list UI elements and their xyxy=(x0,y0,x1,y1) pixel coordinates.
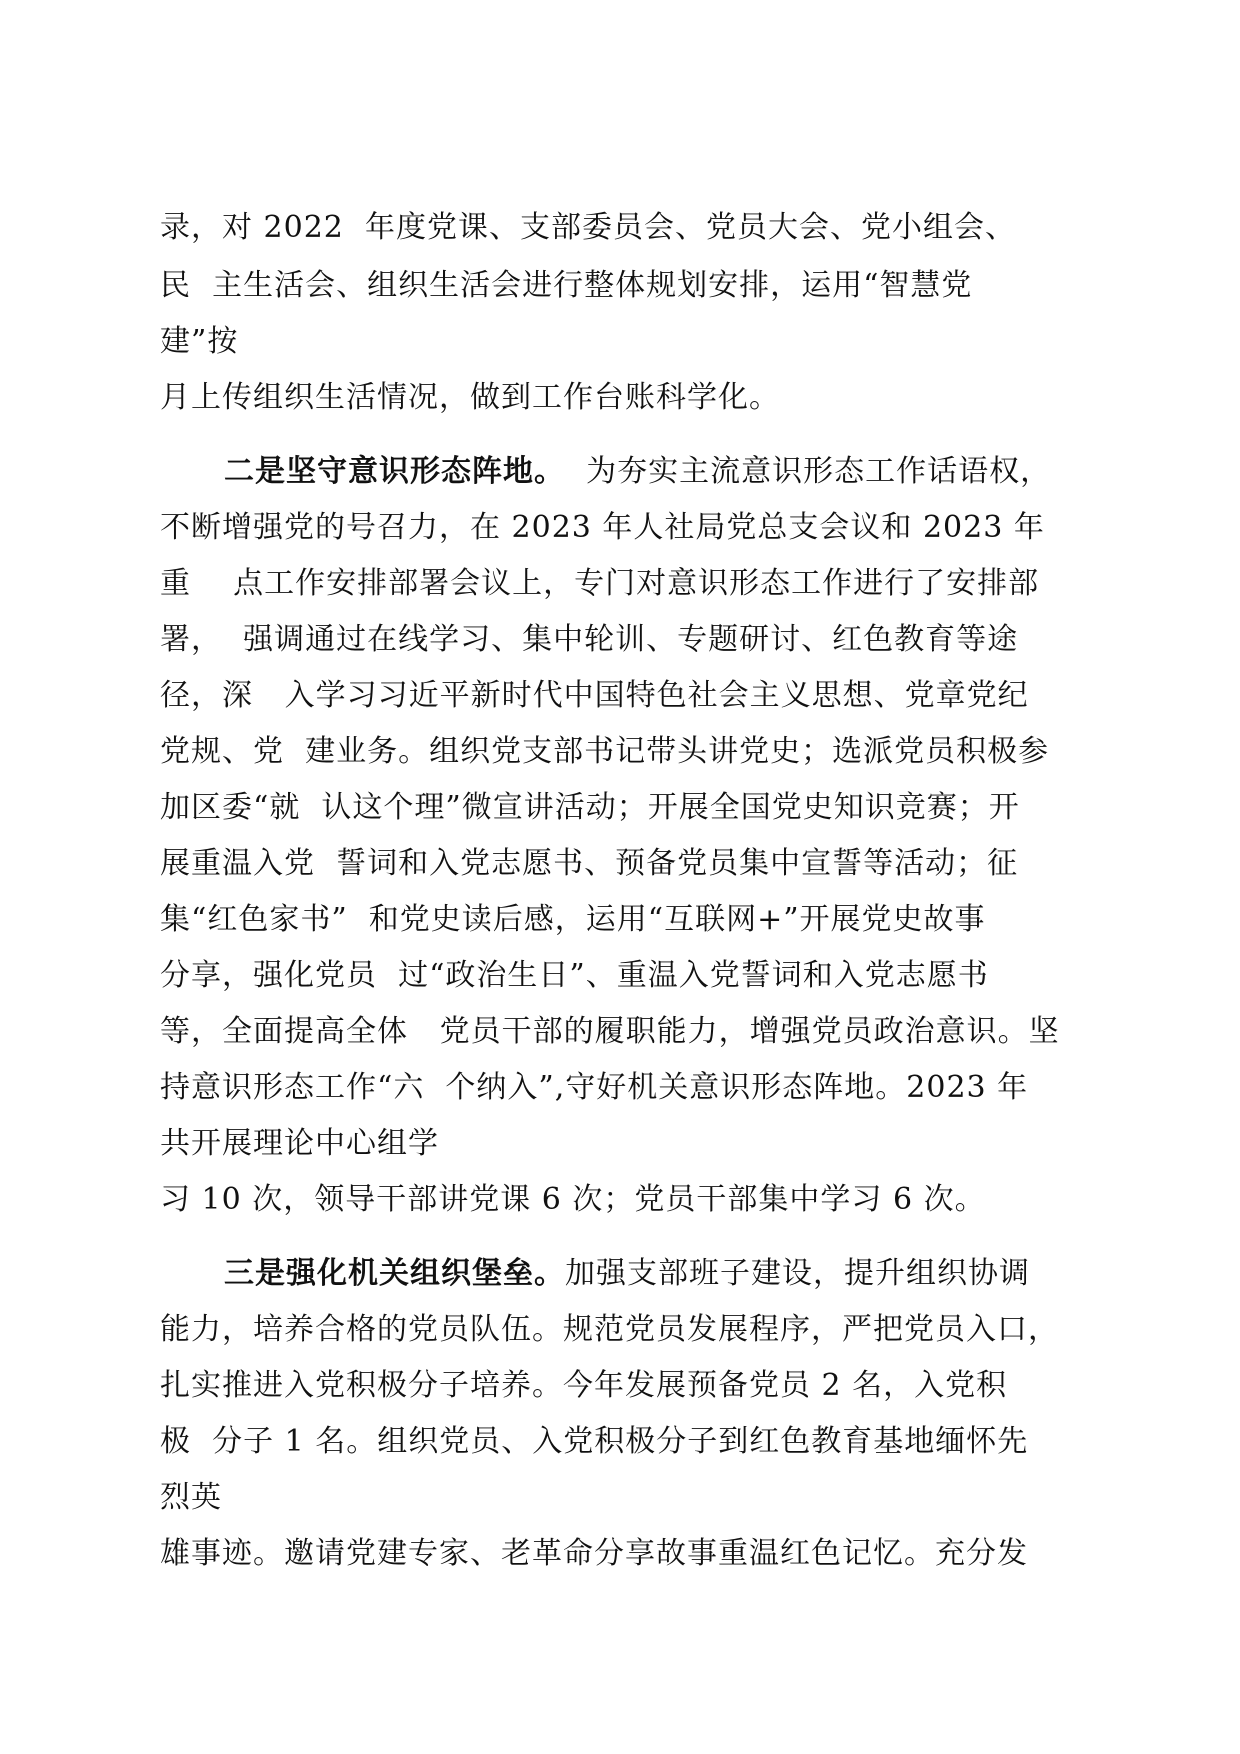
paragraph-3-line-2: 能力，培养合格的党员队伍。规范党员发展程序，严把党员入口， xyxy=(160,1312,1059,1347)
paragraph-2-line-10: 分享，强化党员 过“政治生日”、重温入党誓词和入党志愿书 xyxy=(160,958,989,993)
paragraph-2-line-7: 加区委“就 认这个理”微宣讲活动；开展全国党史知识竞赛；开 xyxy=(160,790,1020,825)
paragraph-3-line-5: 烈英 xyxy=(160,1480,222,1515)
paragraph-3-first-line xyxy=(224,1254,1030,1294)
paragraph-1-line-1: 录，对 2022 年度党课、支部委员会、党员大会、党小组会、 xyxy=(160,210,1016,245)
paragraph-2-line-8: 展重温入党 誓词和入党志愿书、预备党员集中宣誓等活动；征 xyxy=(160,846,1019,881)
paragraph-1-line-4: 月上传组织生活情况，做到工作台账科学化。 xyxy=(160,380,780,415)
paragraph-3-line-3: 扎实推进入党积极分子培养。今年发展预备党员 2 名，入党积 xyxy=(160,1368,1008,1403)
paragraph-2-line-9: 集“红色家书” 和党史读后感，运用“互联网+”开展党史故事 xyxy=(160,902,986,937)
paragraph-3-line-6: 雄事迹。邀请党建专家、老革命分享故事重温红色记忆。充分发 xyxy=(160,1536,1028,1571)
paragraph-2-heading: 二是坚守意识形态阵地。 xyxy=(224,454,565,489)
paragraph-3-line-4: 极 分子 1 名。组织党员、入党积极分子到红色教育基地缅怀先 xyxy=(160,1424,1029,1459)
paragraph-2-line-11: 等，全面提高全体 党员干部的履职能力，增强党员政治意识。坚 xyxy=(160,1014,1060,1049)
paragraph-2-first-line-text: 为夯实主流意识形态工作话语权， xyxy=(565,454,1052,489)
paragraph-1-line-2: 民 主生活会、组织生活会进行整体规划安排，运用“智慧党 xyxy=(160,268,973,303)
paragraph-2-line-6: 党规、党 建业务。组织党支部书记带头讲党史；选派党员积极参 xyxy=(160,734,1050,769)
paragraph-3-heading: 三是强化机关组织堡垒。 xyxy=(224,1256,565,1291)
paragraph-2-line-14: 习 10 次，领导干部讲党课 6 次；党员干部集中学习 6 次。 xyxy=(160,1182,986,1217)
paragraph-2-line-4: 署， 强调通过在线学习、集中轮训、专题研讨、红色教育等途 xyxy=(160,622,1019,657)
paragraph-1-line-3: 建”按 xyxy=(160,324,239,359)
paragraph-3-first-line-text: 加强支部班子建设，提升组织协调 xyxy=(565,1256,1030,1291)
paragraph-2-line-3: 重 点工作安排部署会议上，专门对意识形态工作进行了安排部 xyxy=(160,566,1040,601)
paragraph-2-first-line xyxy=(224,452,1051,492)
paragraph-2-line-12: 持意识形态工作“六 个纳入”,守好机关意识形态阵地。2023 年 xyxy=(160,1070,1029,1105)
paragraph-2-line-13: 共开展理论中心组学 xyxy=(160,1126,439,1161)
paragraph-2-line-2: 不断增强党的号召力，在 2023 年人社局党总支会议和 2023 年 xyxy=(160,510,1045,545)
paragraph-2-line-5: 径，深 入学习习近平新时代中国特色社会主义思想、党章党纪 xyxy=(160,678,1029,713)
